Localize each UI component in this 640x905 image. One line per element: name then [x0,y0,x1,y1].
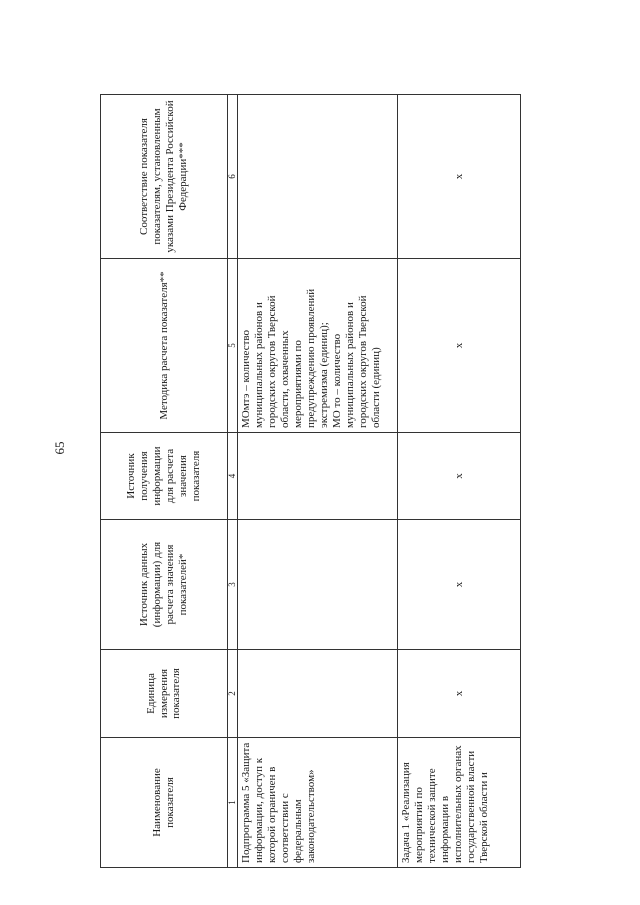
indicator-table [100,94,521,868]
header-cell-compliance: Соответствие показателя показателям, установленным указами Президента Российской Федерации*** [101,95,228,259]
data-source-cell: х [398,520,521,650]
column-number-row [228,95,238,868]
header-cell-info-source: Источник получения информации для расчета значения показателя [101,433,228,520]
info-source-cell: х [398,433,521,520]
header-cell-method: Методика расчета показателя** [101,259,228,433]
column-number: 1 [228,738,238,868]
table-row [238,95,398,868]
method-cell [238,259,398,433]
unit-cell [238,650,398,738]
column-number: 2 [228,650,238,738]
indicator-name-cell: Подпрограмма 5 «Защита информации, доступ к которой ограничен в соответствии с федеральным законодательством» [238,738,398,868]
info-source-cell [238,433,398,520]
method-line: МОмтэ – количество муниципальных районов и городских округов Тверской области, охваченных мероприятиями по предупреждению проявлений экстремизма (единиц); [240,288,330,428]
data-source-cell [238,520,398,650]
column-number: 6 [228,95,238,259]
column-number: 4 [228,433,238,520]
method-line: МО то – количество муниципальных районов и городских округов Тверской области (единиц) [330,295,382,428]
indicator-name-cell: Задача 1 «Реализация мероприятий по технической защите информации в исполнительных органах государственной власти Тверской области и [398,738,521,868]
compliance-cell: х [398,95,521,259]
header-cell-name: Наименование показателя [101,738,228,868]
compliance-cell [238,95,398,259]
indicator-table-sheet [100,95,520,868]
header-cell-data-source: Источник данных (информации) для расчета значения показателей* [101,520,228,650]
header-cell-unit: Единица измерения показателя [101,650,228,738]
column-number: 5 [228,259,238,433]
header-row [101,95,228,868]
table-row [398,95,521,868]
page-number: 65 [52,441,67,455]
unit-cell: х [398,650,521,738]
column-number: 3 [228,520,238,650]
method-cell: х [398,259,521,433]
